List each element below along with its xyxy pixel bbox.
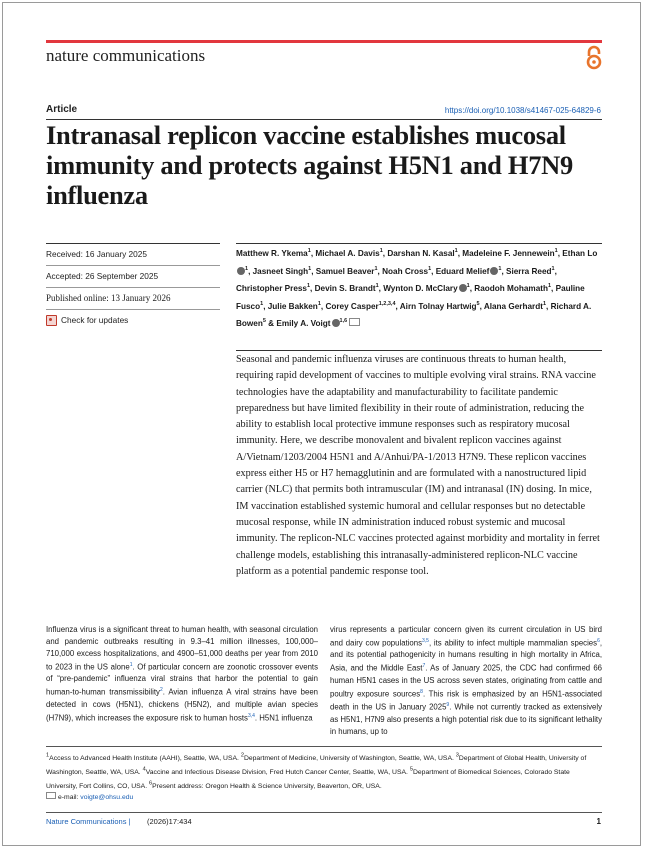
- author-name[interactable]: Pauline Fusco: [236, 284, 585, 311]
- footer-citation: (2026)17:434: [147, 817, 192, 826]
- affiliation-number: 6: [148, 780, 153, 787]
- author-name[interactable]: Sierra Reed: [506, 266, 552, 276]
- abstract: Seasonal and pandemic influenza viruses are continuous threats to human health, requiring rapid development of vaccines to multiple evolving viral strains. RNA vaccine technologies have the adaptability and manufacturability to facilitate pandemic preparedness but have limited flexibility in their route of administration, reducing the ability to establish local protective immune responses such as respiratory mucosal immunity. Here, we describe monovalent and bivalent replicon vaccines against A/Vietnam/1203/2004 H5N1 and A/Anhui/PA-1/2013 H7N9. These replicon vaccines express either H5 or H7 hemagglutinin and are formulated with a nanostructured lipid carrier (NLC) that permits both intramuscular (IM) and intranasal (IN) dosing. In mice, IM vaccination established systemic humoral and cellular responses but no detectable mucosal response, while IN administration induced robust systemic and mucosal immunity. The replicon-NLC vaccines protected against morbidity and mortality in ferret challenge models, establishing this intranasally-administered replicon-NLC vaccine platform as a potential pandemic response tool.: [236, 354, 600, 577]
- body-column-left: Influenza virus is a significant threat to human health, with seasonal circulation and pandemic outbreaks resulting in 9.3–41 million illnesses, 100,000–710,000 excess hospitalizations, and 4900–51,000 deaths per year from 2010 to 2023 in the US alone$^1$. Of particular concern are zoonotic crossover events of “pre-pandemic” influenza viral strains that harbor the potential to gain human-to-human transmissibility$^2$. Avian influenza A viral strains have been detected in cows (H5N1), chickens (H5N2), and multiple avian species (H7N9), which increases the exposure risk to human hosts$^{3,4}$. H5N1 influenza: [46, 625, 318, 723]
- email-icon: [46, 792, 56, 799]
- email-link[interactable]: voigte@ohsu.edu: [80, 794, 134, 802]
- author-name[interactable]: Emily A. Voigt: [276, 319, 331, 329]
- author-name[interactable]: Michael A. Davis: [315, 249, 380, 258]
- orcid-icon[interactable]: [459, 284, 467, 292]
- accepted-date: Accepted: 26 September 2025: [46, 266, 220, 288]
- journal-accent-rule: [46, 40, 602, 43]
- author-name[interactable]: Julie Bakken: [267, 301, 318, 311]
- author-affiliation: 1: [542, 300, 547, 307]
- reference-citation[interactable]: 1: [129, 661, 133, 668]
- doi-link[interactable]: https://doi.org/10.1038/s41467-025-64829-6: [444, 106, 601, 115]
- email-icon[interactable]: [349, 318, 360, 326]
- orcid-icon[interactable]: [237, 267, 245, 275]
- author-affiliation: 1: [260, 300, 264, 307]
- check-updates-icon: [46, 315, 57, 326]
- abstract-top-rule: [236, 350, 602, 351]
- author-name[interactable]: Richard A. Bowen: [236, 301, 592, 329]
- author-affiliation: 1: [245, 265, 249, 272]
- author-name[interactable]: Eduard Melief: [435, 266, 490, 276]
- footer-rule: [46, 812, 602, 813]
- author-affiliation: 1: [374, 265, 378, 272]
- reference-citation[interactable]: 2: [159, 687, 163, 694]
- publication-dates: [46, 244, 220, 330]
- journal-name[interactable]: nature communications: [46, 46, 206, 65]
- author-name[interactable]: Jasneet Singh: [252, 266, 309, 276]
- author-affiliation: 1: [379, 248, 383, 254]
- check-updates-label: Check for updates: [61, 315, 129, 325]
- author-affiliation: 5: [476, 300, 480, 307]
- author-affiliation: 1: [498, 265, 502, 272]
- email-label: e-mail:: [58, 794, 81, 802]
- footer-journal: Nature Communications |: [46, 817, 131, 826]
- reference-citation[interactable]: 3,4: [247, 712, 255, 719]
- author-name[interactable]: Airn Tolnay Hartwig: [399, 301, 477, 311]
- footer-journal-name: Nature Communications: [46, 817, 127, 826]
- affiliation-number: 5: [409, 766, 413, 773]
- page-number: 1: [596, 817, 601, 826]
- author-name[interactable]: Devin S. Brandt: [314, 284, 376, 294]
- body-column-right: virus represents a particular concern given its current circulation in US bird and dairy cow populations$^{3,5}$, its ability to infect multiple mammalian species$^6$, and its potential pathogenicity in humans resulting in high mortality in Africa, Asia, and the Middle East$^7$. As of January 2025, the CDC had confirmed 66 human H5N1 cases in the US across seven states, originating from cattle and poultry exposure sources$^8$. This risk is emphasized by an H5N1-associated death in the US in January 2025$^9$. While not currently tracked as extensively as H5N1, H7N9 also presents a high potential risk due to its significant lethality in humans, up to: [330, 625, 603, 736]
- footnote-rule: [46, 746, 602, 747]
- orcid-icon[interactable]: [332, 319, 340, 327]
- check-updates-button[interactable]: [46, 310, 220, 330]
- author-affiliation: 1: [428, 265, 432, 272]
- affiliation-number: 2: [240, 753, 244, 759]
- author-list: Matthew R. Ykema$^1$, Michael A. Davis$^1$, Darshan N. Kasal$^1$, Madeleine F. Jennewein$^1$, Ethan Lo$^1$, Jasneet Singh$^1$, Samuel Beaver$^1$, Noah Cross$^1$, Eduard Melief $^1$, Sierra Reed$^1$, Christopher Press$^1$, Devin S. Brandt$^1$, Wynton D. McClary $^1$, Raodoh Mohamath$^1$, Pauline Fusco$^1$, Julie Bakken$^1$, Corey Casper$^{1,2,3,4}$, Airn Tolnay Hartwig$^5$, Alana Gerhardt$^1$, Richard A. Bowen$^5$ & Emily A. Voigt $^{1,6}$: [236, 248, 598, 329]
- author-name[interactable]: Samuel Beaver: [315, 266, 375, 276]
- author-affiliation: 1,2,3,4: [378, 300, 396, 307]
- author-name[interactable]: Alana Gerhardt: [483, 301, 543, 311]
- author-affiliation: 1: [551, 265, 555, 272]
- author-name[interactable]: Corey Casper: [325, 301, 379, 311]
- author-affiliation: 5: [262, 318, 266, 325]
- author-affiliation: 1: [307, 248, 311, 254]
- author-affiliation: 1: [466, 283, 470, 290]
- affiliation-number: 4: [142, 766, 146, 773]
- received-date: Received: 16 January 2025: [46, 244, 220, 266]
- article-type-label: Article: [46, 104, 78, 115]
- published-date: Published online: 13 January 2026: [46, 288, 220, 310]
- author-name[interactable]: Noah Cross: [382, 266, 429, 276]
- affiliations: $^1$Access to Advanced Health Institute (AAHI), Seattle, WA, USA. $^2$Department of Medicine, University of Washington, Seattle, WA, USA. $^3$Department of Global Health, University of Washington, Seattle, WA, USA. $^4$Vaccine and Infectious Disease Division, Fred Hutch Cancer Center, Seattle, WA, USA. $^5$Department of Biomedical Sciences, Colorado State University, Fort Collins, CO, USA. $^6$Present address: Oregon Health & Science University, Beaverton, OR, USA.: [46, 753, 587, 790]
- reference-citation[interactable]: 8: [420, 688, 423, 695]
- affiliation-number: 3: [455, 753, 459, 759]
- author-name[interactable]: Wynton D. McClary: [383, 284, 458, 294]
- reference-citation[interactable]: 7: [422, 663, 426, 670]
- author-affiliation: 1: [454, 248, 458, 254]
- author-affiliation: 1: [375, 283, 379, 290]
- author-name[interactable]: Darshan N. Kasal: [387, 249, 455, 258]
- author-name[interactable]: Ethan Lo: [562, 249, 598, 258]
- author-affiliation: 1: [547, 283, 552, 290]
- author-affiliation: 1: [308, 265, 312, 272]
- reference-citation[interactable]: 3,5: [422, 637, 429, 644]
- author-affiliation: 1: [317, 300, 321, 307]
- footnotes: [46, 751, 602, 804]
- author-name[interactable]: Christopher Press: [236, 284, 307, 294]
- affiliation-number: 1: [46, 753, 50, 759]
- author-name[interactable]: Matthew R. Ykema: [236, 249, 308, 258]
- author-name[interactable]: Madeleine F. Jennewein: [462, 249, 555, 258]
- author-affiliation: 1: [554, 248, 558, 254]
- article-title: Intranasal replicon vaccine establishes mucosal immunity and protects against H5N1 and H7N9 influenza: [46, 120, 573, 210]
- author-affiliation: 1,6: [339, 318, 348, 325]
- open-access-icon: [584, 45, 604, 71]
- reference-citation[interactable]: 6: [597, 637, 600, 644]
- author-affiliation: 1: [306, 283, 311, 290]
- reference-citation[interactable]: 9: [446, 702, 450, 709]
- author-name[interactable]: Raodoh Mohamath: [474, 284, 548, 294]
